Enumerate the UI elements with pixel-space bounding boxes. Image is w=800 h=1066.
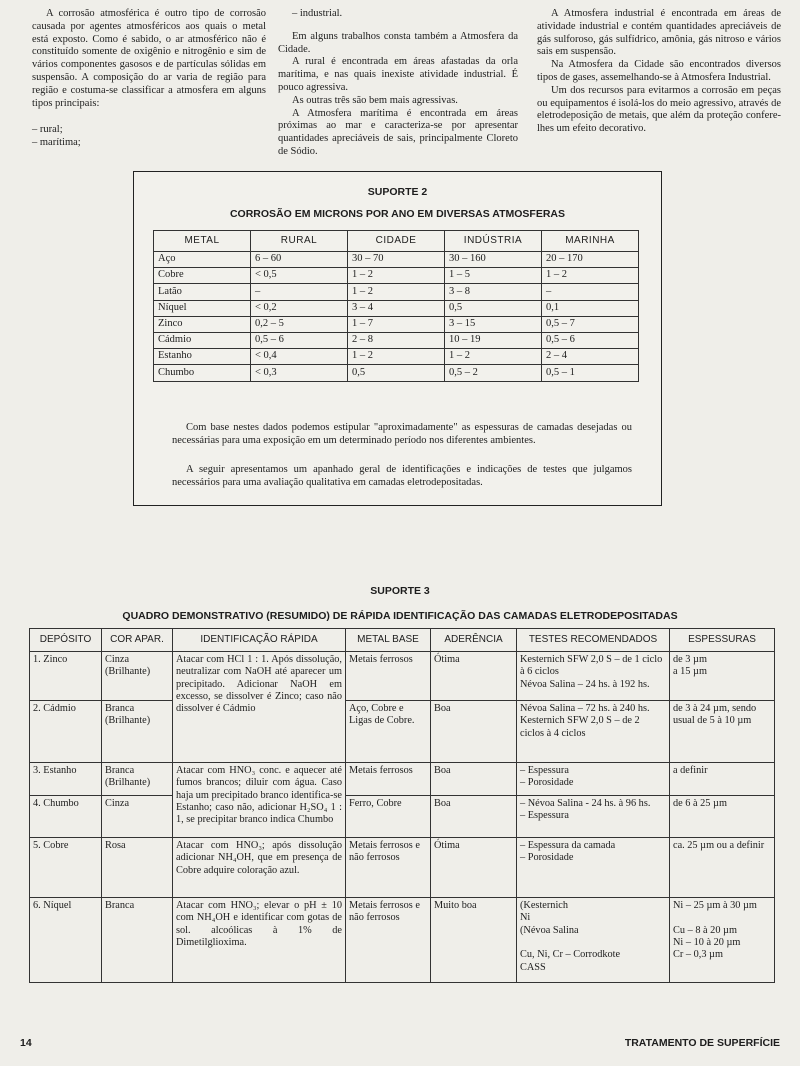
paragraph-maritima: A Atmosfera marítima é encontrada em áreas próximas ao mar e caracteriza-se por apresentar quantidades apreciáveis de sais, principalmente Cloreto de Sódio.: [278, 107, 518, 157]
column-header: COR APAR.: [102, 629, 173, 652]
table-row: [154, 284, 639, 300]
table-cell: Níquel: [154, 300, 251, 316]
paragraph-agressivas: As outras três são bem mais agressivas.: [292, 94, 458, 106]
table-row: [154, 268, 639, 284]
table-cell: Kesternich SFW 2,0 S – de 1 ciclo à 6 ciclos Névoa Salina – 24 hs. à 192 hs.: [517, 652, 670, 701]
table-cell: Zinco: [154, 316, 251, 332]
suporte-3-title: QUADRO DEMONSTRATIVO (RESUMIDO) DE RÁPIDA IDENTIFICAÇÃO DAS CAMADAS ELETRODEPOSITADAS: [122, 610, 678, 622]
table-cell: 1. Zinco: [30, 652, 102, 701]
table-cell: Cobre: [154, 268, 251, 284]
table-row: [30, 701, 775, 763]
table-cell: 0,5 – 2: [445, 365, 542, 381]
table-row: [154, 365, 639, 381]
table-cell: (Kesternich Ni (Névoa Salina Cu, Ni, Cr – Corrodkote CASS: [517, 898, 670, 983]
table-cell: Chumbo: [154, 365, 251, 381]
column-header: TESTES RECOMENDADOS: [517, 629, 670, 652]
column-header: RURAL: [251, 231, 348, 252]
table-cell: 0,5: [348, 365, 445, 381]
table-cell: 1 – 2: [348, 349, 445, 365]
table-cell: 1 – 2: [542, 268, 639, 284]
table-cell: 1 – 2: [445, 349, 542, 365]
table-cell: 6 – 60: [251, 252, 348, 268]
table-cell: < 0,5: [251, 268, 348, 284]
table-cell: 0,2 – 5: [251, 316, 348, 332]
table-row: [154, 349, 639, 365]
table-cell: < 0,4: [251, 349, 348, 365]
paragraph-protecao: Um dos recursos para evitarmos a corrosão em peças ou equipamentos é isolá-los do meio agressivo, através de eletrodeposição de metais, que além da proteção confere-lhes um efeito decorativo.: [537, 84, 781, 135]
table-cell: 1 – 5: [445, 268, 542, 284]
table-cell: 0,5: [445, 300, 542, 316]
table-cell: Metais ferrosos e não ferrosos: [346, 898, 431, 983]
column-header: ESPESSURAS: [670, 629, 775, 652]
atmosphere-list: [32, 124, 266, 150]
paragraph-cidade: Na Atmosfera da Cidade são encontrados diversos tipos de gases, assemelhando-se à Atmosfera Industrial.: [537, 59, 781, 83]
column-header: INDÚSTRIA: [445, 231, 542, 252]
table-cell: Branca: [102, 898, 173, 983]
table-cell: Metais ferrosos e não ferrosos: [346, 838, 431, 898]
table-cell: de 3 µm a 15 µm: [670, 652, 775, 701]
column-header: METAL BASE: [346, 629, 431, 652]
table-cell: Boa: [431, 701, 517, 763]
intro-column-3: [537, 8, 781, 136]
column-header: DEPÓSITO: [30, 629, 102, 652]
table-header-row: [30, 629, 775, 652]
table-cell: – Espessura da camada – Porosidade: [517, 838, 670, 898]
table-cell: Cinza: [102, 796, 173, 838]
column-header: METAL: [154, 231, 251, 252]
identification-table: [29, 628, 775, 983]
suporte-2-note-2: A seguir apresentamos um apanhado geral de identificações e indicações de testes que julgamos necessários para uma avaliação qualitativa em camadas eletrodepositadas.: [172, 464, 632, 488]
table-cell: 0,5 – 6: [542, 332, 639, 348]
table-cell: Ótima: [431, 838, 517, 898]
table-cell: 6. Níquel: [30, 898, 102, 983]
table-cell: 3 – 15: [445, 316, 542, 332]
table-row: [154, 300, 639, 316]
table-cell: Atacar com HNO₃; após dissolução adicionar NH₄OH, que em presença de Cobre adquire coloração azul.: [173, 838, 346, 898]
intro-column-1: [32, 8, 266, 150]
table-cell: Boa: [431, 796, 517, 838]
list-item: – marítima;: [32, 137, 81, 149]
table-cell: 2 – 8: [348, 332, 445, 348]
table-cell: Aço: [154, 252, 251, 268]
table-cell: a definir: [670, 763, 775, 796]
table-cell: Cádmio: [154, 332, 251, 348]
table-row: [30, 898, 775, 983]
table-cell: Ferro, Cobre: [346, 796, 431, 838]
table-cell: 3 – 8: [445, 284, 542, 300]
suporte-2-label: SUPORTE 2: [367, 186, 428, 198]
table-row: [30, 652, 775, 701]
table-cell: Rosa: [102, 838, 173, 898]
page-number: 14: [20, 1037, 32, 1049]
paragraph-rural: A rural é encontrada em áreas afastadas da orla marítima, e nas quais inexiste atividade industrial. É pouco agressiva.: [278, 56, 518, 93]
table-row: [30, 796, 775, 838]
table-cell: 0,1: [542, 300, 639, 316]
intro-column-2: [278, 8, 518, 159]
table-cell: 30 – 160: [445, 252, 542, 268]
table-cell: Névoa Salina – 72 hs. à 240 hs. Kesternich SFW 2,0 S – de 2 ciclos à 4 ciclos: [517, 701, 670, 763]
column-header: ADERÊNCIA: [431, 629, 517, 652]
table-cell: Ni – 25 µm à 30 µm Cu – 8 à 20 µm Ni – 10 à 20 µm Cr – 0,3 µm: [670, 898, 775, 983]
table-cell: Atacar com HNO₃; elevar o pH ± 10 com NH₄OH e identificar com gotas de sol. alcoólicas à 1% de Dimetilglioxima.: [173, 898, 346, 983]
table-cell: de 6 à 25 µm: [670, 796, 775, 838]
table-cell: 3. Estanho: [30, 763, 102, 796]
table-row: [154, 316, 639, 332]
table-cell: 2. Cádmio: [30, 701, 102, 763]
table-cell: 20 – 170: [542, 252, 639, 268]
table-cell: 0,5 – 1: [542, 365, 639, 381]
table-cell: Boa: [431, 763, 517, 796]
table-cell: Branca (Brilhante): [102, 701, 173, 763]
table-cell: Estanho: [154, 349, 251, 365]
table-cell: ca. 25 µm ou a definir: [670, 838, 775, 898]
table-cell: –: [251, 284, 348, 300]
intro-paragraph: A corrosão atmosférica é outro tipo de corrosão causada por agentes atmosféricos aos quais o metal está exposto. Como é sabido, o ar atmosférico não é constituído somente de oxigênio e nitrogênio e sim de vários componentes gasosos e de partículas sólidas em suspensão. A composição do ar varia de região para região e costuma-se classificar a atmosfera em alguns tipos principais:: [32, 8, 266, 109]
magazine-name: TRATAMENTO DE SUPERFÍCIE: [624, 1037, 780, 1049]
suporte-3-label: SUPORTE 3: [370, 585, 430, 597]
table-cell: de 3 à 24 µm, sendo usual de 5 à 10 µm: [670, 701, 775, 763]
table-cell: 10 – 19: [445, 332, 542, 348]
table-row: [30, 763, 775, 796]
corrosion-table: [153, 230, 639, 382]
column-header: CIDADE: [348, 231, 445, 252]
table-cell: Atacar com HCl 1 : 1. Após dissolução, neutralizar com NaOH até aparecer um precipitado. Adicionar NaOH em excesso, se dissolver é Zinco; caso não dissolver é Cádmio: [173, 652, 346, 763]
table-cell: Latão: [154, 284, 251, 300]
paragraph-industrial: A Atmosfera industrial é encontrada em áreas de atividade industrial e contém quantidades apreciáveis de gás sulforoso, gás sulfídrico, amônia, gás nitroso e vários sais em suspensão.: [537, 8, 781, 58]
suporte-2-box: [133, 171, 662, 506]
list-item: – rural;: [32, 124, 63, 136]
table-cell: 0,5 – 7: [542, 316, 639, 332]
paragraph-atmosfera-cidade: Em alguns trabalhos consta também a Atmosfera da Cidade.: [278, 30, 518, 55]
table-cell: 1 – 2: [348, 268, 445, 284]
table-cell: 2 – 4: [542, 349, 639, 365]
table-cell: – Espessura – Porosidade: [517, 763, 670, 796]
table-cell: 0,5 – 6: [251, 332, 348, 348]
table-cell: Cinza (Brilhante): [102, 652, 173, 701]
table-cell: 5. Cobre: [30, 838, 102, 898]
table-cell: 3 – 4: [348, 300, 445, 316]
table-cell: – Névoa Salina - 24 hs. à 96 hs. – Espessura: [517, 796, 670, 838]
column-header: MARINHA: [542, 231, 639, 252]
column-header: IDENTIFICAÇÃO RÁPIDA: [173, 629, 346, 652]
table-header-row: [154, 231, 639, 252]
list-item: – industrial.: [292, 8, 343, 19]
table-cell: Metais ferrosos: [346, 763, 431, 796]
table-cell: < 0,2: [251, 300, 348, 316]
table-row: [154, 252, 639, 268]
table-cell: Ótima: [431, 652, 517, 701]
table-cell: 1 – 2: [348, 284, 445, 300]
table-cell: < 0,3: [251, 365, 348, 381]
table-cell: Muito boa: [431, 898, 517, 983]
table-cell: 30 – 70: [348, 252, 445, 268]
table-cell: –: [542, 284, 639, 300]
suporte-2-title: CORROSÃO EM MICRONS POR ANO EM DIVERSAS ATMOSFERAS: [229, 208, 566, 220]
table-cell: 4. Chumbo: [30, 796, 102, 838]
suporte-2-note-1: Com base nestes dados podemos estipular "aproximadamente" as espessuras de camadas desejadas ou necessárias para uma exposição em um determinado período nos diferentes ambientes.: [172, 422, 632, 446]
table-cell: 1 – 7: [348, 316, 445, 332]
table-cell: Metais ferrosos: [346, 652, 431, 701]
table-row: [154, 332, 639, 348]
table-row: [30, 838, 775, 898]
table-cell: Aço, Cobre e Ligas de Cobre.: [346, 701, 431, 763]
table-cell: Atacar com HNO₃ conc. e aquecer até fumos brancos; diluir com água. Caso haja um precipitado branco identifica-se Estanho; caso não, adicionar H₂SO₄ 1 : 1, se precipitar branco indica Chumbo: [173, 763, 346, 838]
table-cell: Branca (Brilhante): [102, 763, 173, 796]
